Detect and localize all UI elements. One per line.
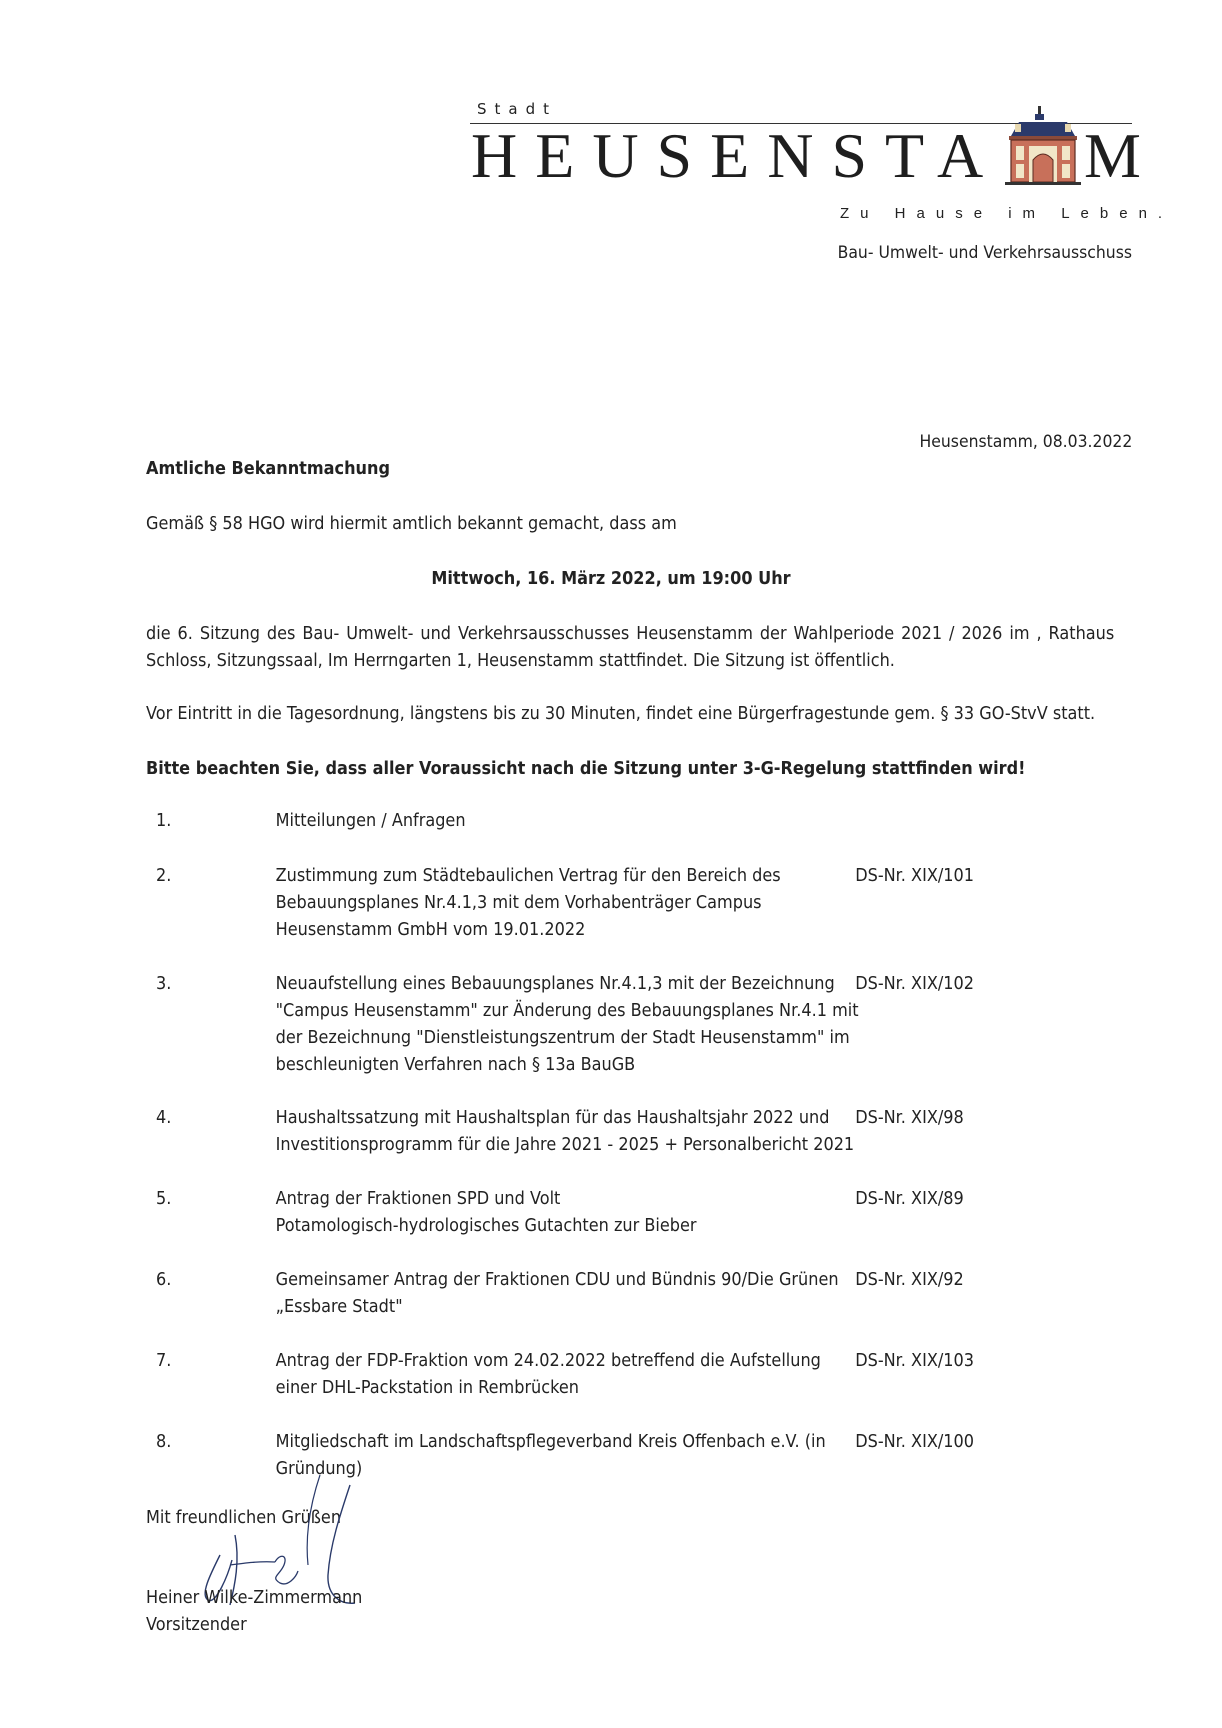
- agenda-item-title: [276, 808, 466, 835]
- agenda-item-line: Mitteilungen / Anfragen: [275, 811, 466, 831]
- agenda-item-number: 8.: [156, 1432, 172, 1452]
- agenda-item-ds-number: DS-Nr. XIX/101: [855, 866, 975, 886]
- agenda-item-number: 7.: [156, 1351, 172, 1371]
- agenda-item-line: Zustimmung zum Städtebaulichen Vertrag für den Bereich des: [275, 866, 781, 886]
- agenda-item-number: 2.: [156, 866, 172, 886]
- agenda-item-ds-number: DS-Nr. XIX/98: [855, 1108, 964, 1128]
- agenda-item-line: Gründung): [275, 1459, 363, 1479]
- agenda-item-title: [276, 1267, 839, 1321]
- committee-name: Bau- Umwelt- und Verkehrsausschuss: [837, 243, 1132, 263]
- logo-city-name: HEUSENSTA: [471, 120, 1002, 191]
- castle-logo-icon: [1005, 106, 1081, 186]
- agenda-item-number: 3.: [156, 974, 172, 994]
- agenda-item-line: „Essbare Stadt": [275, 1297, 403, 1317]
- intro-text: Gemäß § 58 HGO wird hiermit amtlich bekannt gemacht, dass am: [146, 514, 677, 534]
- logo-stadt-text: Stadt: [477, 100, 557, 118]
- agenda-item-line: Bebauungsplanes Nr.4.1,3 mit dem Vorhabenträger Campus: [275, 893, 762, 913]
- citizen-question-paragraph: Vor Eintritt in die Tagesordnung, längstens bis zu 30 Minuten, findet eine Bürgerfragestunde gem. § 33 GO-StvV statt.: [146, 704, 1096, 724]
- agenda-item-title: [276, 1105, 855, 1159]
- agenda-item-ds-number: DS-Nr. XIX/89: [855, 1189, 964, 1209]
- agenda-item-number: 4.: [156, 1108, 172, 1128]
- meeting-datetime: Mittwoch, 16. März 2022, um 19:00 Uhr: [431, 569, 791, 589]
- agenda-item-line: Neuaufstellung eines Bebauungsplanes Nr.4.1,3 mit der Bezeichnung: [275, 974, 835, 994]
- covid-notice: Bitte beachten Sie, dass aller Voraussicht nach die Sitzung unter 3-G-Regelung stattfinden wird!: [146, 759, 1026, 779]
- meeting-paragraph: [146, 621, 1114, 675]
- agenda-item-line: beschleunigten Verfahren nach § 13a BauGB: [275, 1055, 636, 1075]
- agenda-item-line: Gemeinsamer Antrag der Fraktionen CDU und Bündnis 90/Die Grünen: [275, 1270, 839, 1290]
- agenda-item-line: Antrag der FDP-Fraktion vom 24.02.2022 betreffend die Aufstellung: [275, 1351, 821, 1371]
- agenda-item-line: Potamologisch-hydrologisches Gutachten zur Bieber: [275, 1216, 697, 1236]
- agenda-item-number: 6.: [156, 1270, 172, 1290]
- agenda-item-ds-number: DS-Nr. XIX/92: [855, 1270, 964, 1290]
- agenda-item-line: Heusenstamm GmbH vom 19.01.2022: [275, 920, 586, 940]
- agenda-item-title: [276, 1186, 697, 1240]
- meeting-paragraph-line: die 6. Sitzung des Bau- Umwelt- und Verkehrsausschusses Heusenstamm der Wahlperiode 2021 / 2026 im , Rathaus: [146, 624, 1115, 644]
- signatory-name: Heiner Wilke-Zimmermann: [146, 1588, 363, 1608]
- agenda-item-line: Investitionsprogramm für die Jahre 2021 - 2025 + Personalbericht 2021: [275, 1135, 855, 1155]
- logo-city-name-end: M: [1084, 120, 1141, 191]
- agenda-item-line: Antrag der Fraktionen SPD und Volt: [275, 1189, 561, 1209]
- agenda-item-line: Mitgliedschaft im Landschaftspflegeverband Kreis Offenbach e.V. (in: [275, 1432, 826, 1452]
- agenda-item-line: der Bezeichnung "Dienstleistungszentrum der Stadt Heusenstamm" im: [275, 1028, 850, 1048]
- agenda-item-ds-number: DS-Nr. XIX/100: [855, 1432, 975, 1452]
- date-line: Heusenstamm, 08.03.2022: [919, 432, 1132, 452]
- document-heading: Amtliche Bekanntmachung: [146, 459, 390, 479]
- agenda-item-number: 5.: [156, 1189, 172, 1209]
- agenda-item-number: 1.: [156, 811, 172, 831]
- closing-greeting: Mit freundlichen Grüßen: [146, 1508, 342, 1528]
- agenda-item-ds-number: DS-Nr. XIX/102: [855, 974, 975, 994]
- logo-slogan: Zu Hause im Leben.: [840, 205, 1174, 222]
- signatory-role: Vorsitzender: [146, 1615, 247, 1635]
- agenda-item-title: [276, 863, 781, 944]
- agenda-item-title: [276, 1348, 821, 1402]
- agenda-item-ds-number: DS-Nr. XIX/103: [855, 1351, 975, 1371]
- agenda-item-title: [276, 971, 859, 1079]
- agenda-item-line: "Campus Heusenstamm" zur Änderung des Bebauungsplanes Nr.4.1 mit: [275, 1001, 859, 1021]
- agenda-item-line: Haushaltssatzung mit Haushaltsplan für das Haushaltsjahr 2022 und: [275, 1108, 830, 1128]
- meeting-paragraph-line: Schloss, Sitzungssaal, Im Herrngarten 1, Heusenstamm stattfindet. Die Sitzung ist öffentlich.: [146, 651, 895, 671]
- agenda-item-line: einer DHL-Packstation in Rembrücken: [275, 1378, 579, 1398]
